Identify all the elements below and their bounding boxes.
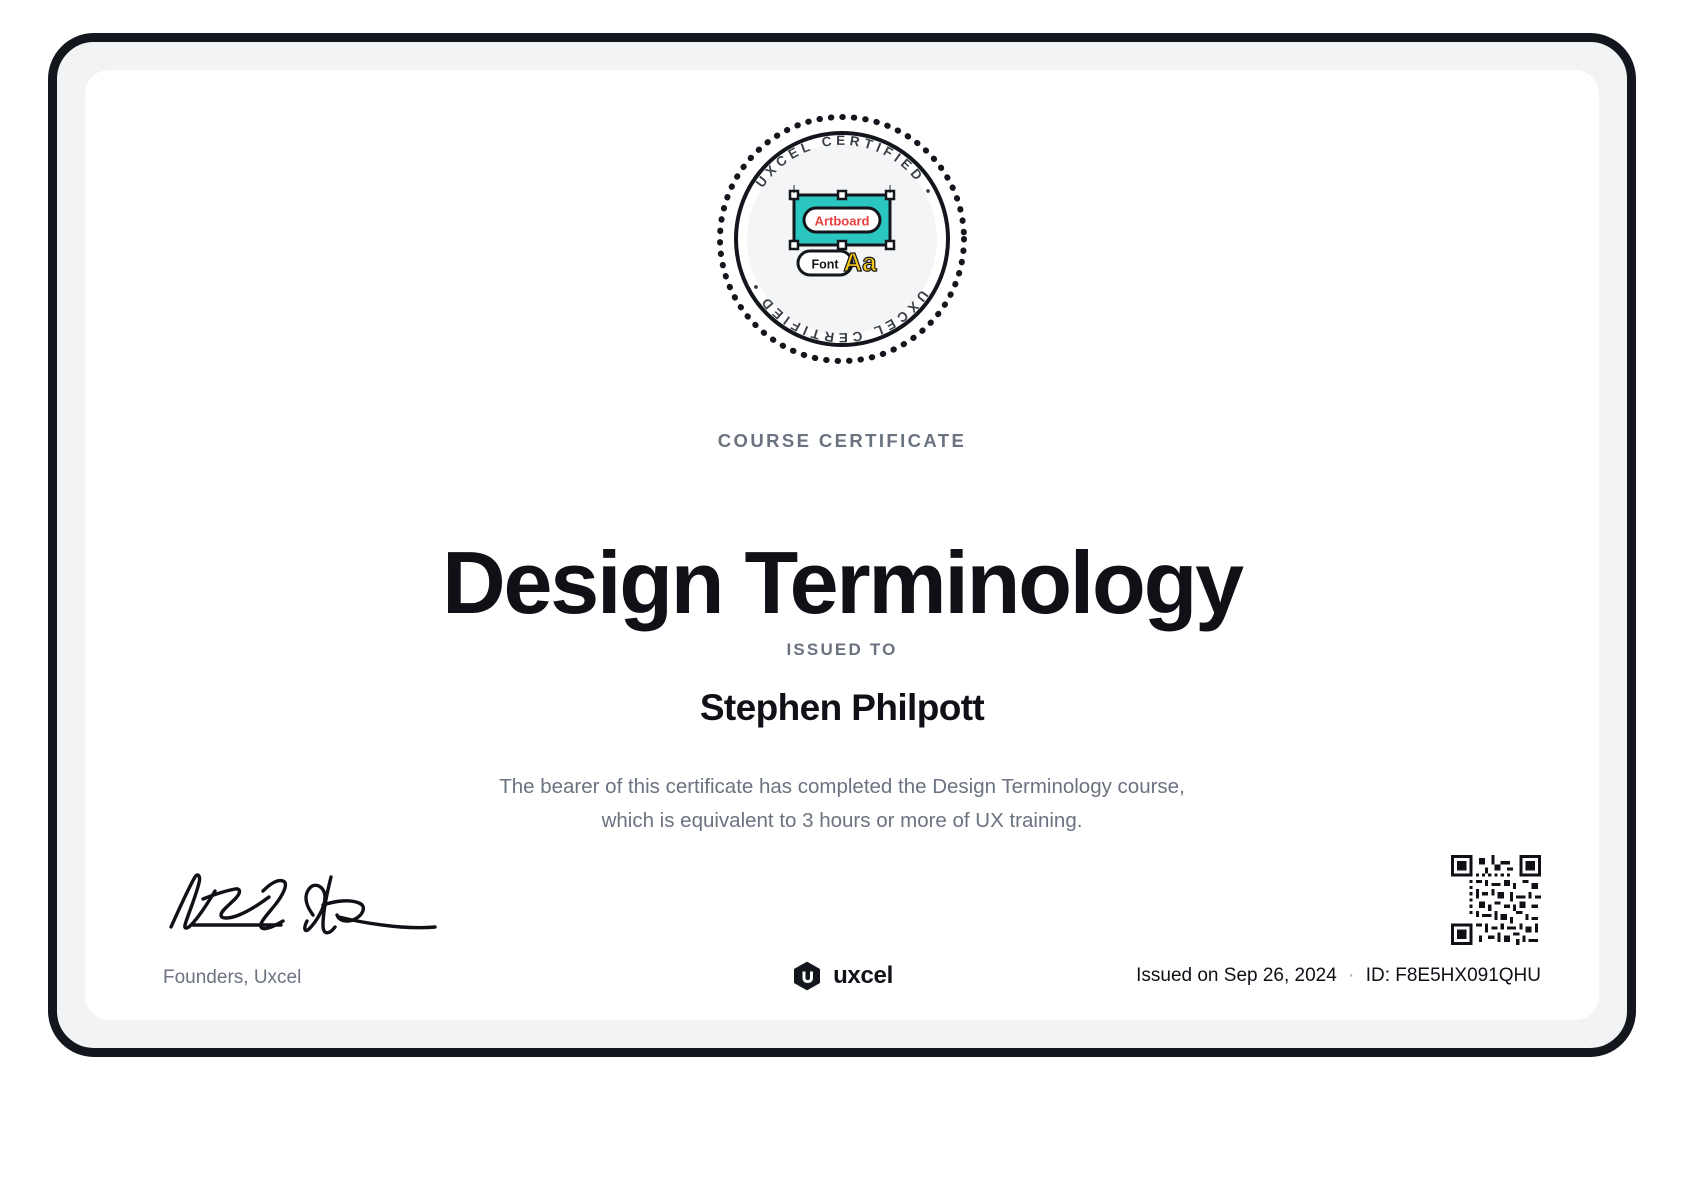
issued-on-date: Issued on Sep 26, 2024: [1136, 965, 1337, 986]
signature-icon: [163, 865, 453, 945]
certificate-card: [85, 70, 1599, 1020]
certificate-frame: [48, 33, 1636, 1057]
svg-text:Aa: Aa: [843, 247, 877, 277]
seal-container: [85, 108, 1599, 370]
founders-signature: [163, 865, 453, 945]
uxcel-brand-name: uxcel: [833, 962, 893, 989]
svg-text:Artboard: Artboard: [814, 213, 870, 229]
qr-code-icon: [1451, 855, 1541, 945]
certificate-id: ID: F8E5HX091QHU: [1365, 965, 1541, 986]
svg-text:UXCEL CERTIFIED •: UXCEL CERTIFIED •: [752, 132, 938, 201]
qr-code[interactable]: [1451, 855, 1541, 945]
description-line-1: The bearer of this certificate has completed the Design Terminology course,: [499, 775, 1185, 798]
svg-text:Font: Font: [811, 257, 839, 272]
founders-caption: Founders, Uxcel: [163, 967, 302, 988]
seal-graphic: [711, 108, 973, 370]
uxcel-certified-seal: [711, 108, 973, 370]
issued-to-label: ISSUED TO: [786, 640, 898, 659]
certificate-description: [85, 770, 1599, 838]
meta-separator: ·: [1348, 965, 1355, 986]
recipient-name: Stephen Philpott: [699, 687, 985, 728]
svg-text:UXCEL CERTIFIED •: UXCEL CERTIFIED •: [746, 277, 932, 346]
course-certificate-kicker: COURSE CERTIFICATE: [717, 430, 967, 451]
issued-meta: [1136, 965, 1541, 987]
uxcel-logo-icon: [791, 960, 823, 992]
description-line-2: which is equivalent to 3 hours or more of UX training.: [601, 808, 1083, 832]
certificate-title: Design Terminology: [442, 532, 1242, 632]
